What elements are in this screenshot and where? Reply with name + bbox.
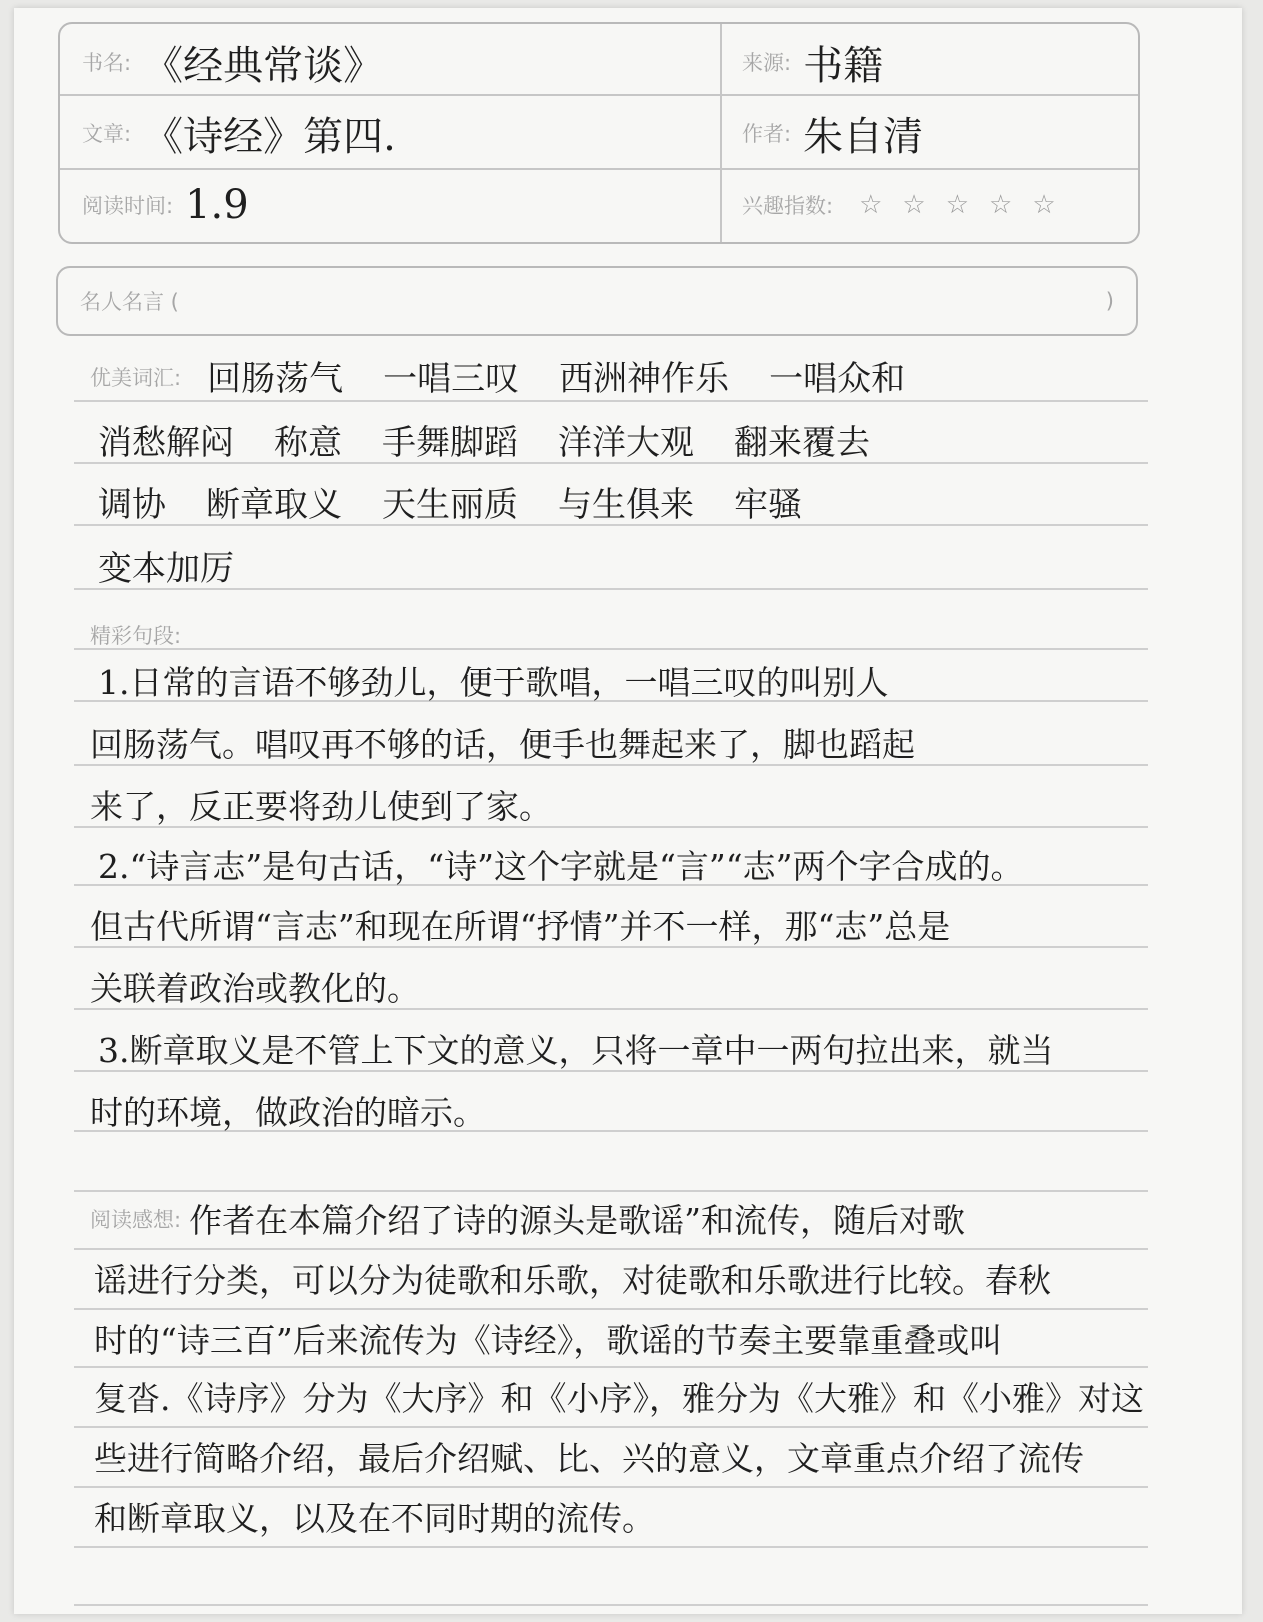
author-label: 作者: — [742, 122, 792, 146]
reflection-text: 些进行简略介绍，最后介绍赋、比、兴的意义，文章重点介绍了流传 — [94, 1439, 1084, 1478]
source-cell — [742, 30, 883, 94]
vocab-word: 调协 — [98, 485, 166, 525]
divider — [60, 94, 1138, 96]
divider — [720, 24, 722, 242]
vocab-word: 洋洋大观 — [558, 423, 694, 463]
source-value: 书籍 — [803, 42, 884, 89]
quote-box — [56, 266, 1138, 336]
reflection-row-1 — [90, 1186, 965, 1242]
ruled-line — [74, 1604, 1148, 1606]
article-label: 文章: — [82, 122, 132, 146]
reflection-line — [94, 1246, 1051, 1302]
vocab-word: 消愁解闷 — [98, 423, 234, 463]
vocab-row-3 — [98, 470, 842, 526]
star-icon[interactable]: ☆ — [859, 190, 883, 220]
star-icon[interactable]: ☆ — [902, 190, 926, 220]
excerpt-line — [98, 832, 1023, 888]
excerpt-text: 时的环境，做政治的暗示。 — [90, 1093, 486, 1132]
star-icon[interactable]: ☆ — [1032, 190, 1056, 220]
book-cell — [82, 30, 383, 94]
star-icon[interactable]: ☆ — [945, 190, 970, 220]
quote-label: 名人名言 ( — [80, 290, 179, 314]
vocab-row-2 — [98, 408, 910, 464]
source-label: 来源: — [742, 51, 792, 75]
vocab-word: 天生丽质 — [382, 485, 518, 525]
excerpt-text: 1.日常的言语不够劲儿，便于歌唱，一唱三叹的叫别人 — [98, 663, 889, 702]
vocab-word: 翻来覆去 — [734, 423, 870, 463]
vocab-word: 西洲神作乐 — [559, 359, 730, 399]
vocab-row-1 — [90, 344, 945, 400]
excerpt-text: 关联着政治或教化的。 — [90, 969, 420, 1008]
excerpt-line — [98, 648, 889, 704]
reflection-label: 阅读感想: — [90, 1208, 182, 1232]
reflection-line — [94, 1424, 1084, 1480]
vocab-word: 一唱众和 — [769, 359, 906, 399]
star-icon[interactable]: ☆ — [989, 190, 1013, 220]
excerpt-line — [90, 1078, 486, 1134]
info-box — [58, 22, 1140, 244]
reflection-line: 作者在本篇介绍了诗的源头是歌谣”和流传，随后对歌 — [189, 1201, 965, 1240]
interest-label: 兴趣指数: — [742, 194, 834, 218]
reflection-line — [94, 1484, 655, 1540]
author-value: 朱自清 — [803, 113, 924, 160]
excerpt-text: 来了，反正要将劲儿使到了家。 — [90, 787, 552, 826]
excerpt-line — [90, 954, 420, 1010]
excerpt-text: 回肠荡气。唱叹再不够的话，便手也舞起来了，脚也蹈起 — [90, 725, 915, 764]
quote-close: ) — [1105, 289, 1114, 313]
vocab-word: 回肠荡气 — [207, 359, 344, 399]
divider — [60, 168, 1138, 170]
article-cell — [82, 100, 396, 166]
ruled-line — [74, 1546, 1148, 1548]
article-value: 《诗经》第四. — [143, 113, 396, 160]
ruled-line — [74, 400, 1148, 402]
reflection-line — [94, 1364, 1144, 1420]
reflection-text: 复沓.《诗序》分为《大序》和《小序》，雅分为《大雅》和《小雅》对这 — [94, 1379, 1144, 1418]
vocab-word: 称意 — [274, 423, 342, 463]
excerpt-line — [90, 772, 552, 828]
book-label: 书名: — [82, 51, 132, 75]
excerpt-text: 2.“诗言志”是句古话，“诗”这个字就是“言”“志”两个字合成的。 — [98, 847, 1024, 886]
reflection-text: 谣进行分类，可以分为徒歌和乐歌，对徒歌和乐歌进行比较。春秋 — [94, 1261, 1051, 1300]
reading-note-page — [14, 8, 1242, 1614]
reflection-text: 时的“诗三百”后来流传为《诗经》，歌谣的节奏主要靠重叠或叫 — [94, 1321, 1003, 1360]
time-label: 阅读时间: — [82, 194, 174, 218]
vocab-row-4 — [98, 534, 274, 590]
book-value: 《经典常谈》 — [143, 42, 384, 89]
reflection-text: 和断章取义，以及在不同时期的流传。 — [94, 1499, 655, 1538]
author-cell — [742, 100, 923, 166]
excerpt-line — [90, 892, 950, 948]
excerpt-text: 3.断章取义是不管上下文的意义，只将一章中一两句拉出来，就当 — [98, 1031, 1054, 1070]
interest-stars — [859, 190, 1056, 220]
interest-cell — [742, 172, 1056, 238]
excerpt-line — [98, 1016, 1054, 1072]
vocab-word: 手舞脚蹈 — [382, 423, 518, 463]
time-cell — [82, 172, 249, 238]
vocab-word: 断章取义 — [206, 485, 342, 525]
excerpt-text: 但古代所谓“言志”和现在所谓“抒情”并不一样，那“志”总是 — [90, 907, 951, 946]
reflection-line — [94, 1306, 1002, 1362]
vocab-label: 优美词汇: — [90, 366, 182, 390]
excerpts-label: 精彩句段: — [90, 624, 182, 648]
vocab-word: 与生俱来 — [558, 485, 694, 525]
excerpt-line — [90, 710, 915, 766]
time-value: 1.9 — [185, 182, 249, 228]
vocab-word: 变本加厉 — [98, 549, 234, 589]
vocab-word: 牢骚 — [734, 485, 802, 525]
vocab-word: 一唱三叹 — [383, 359, 520, 399]
